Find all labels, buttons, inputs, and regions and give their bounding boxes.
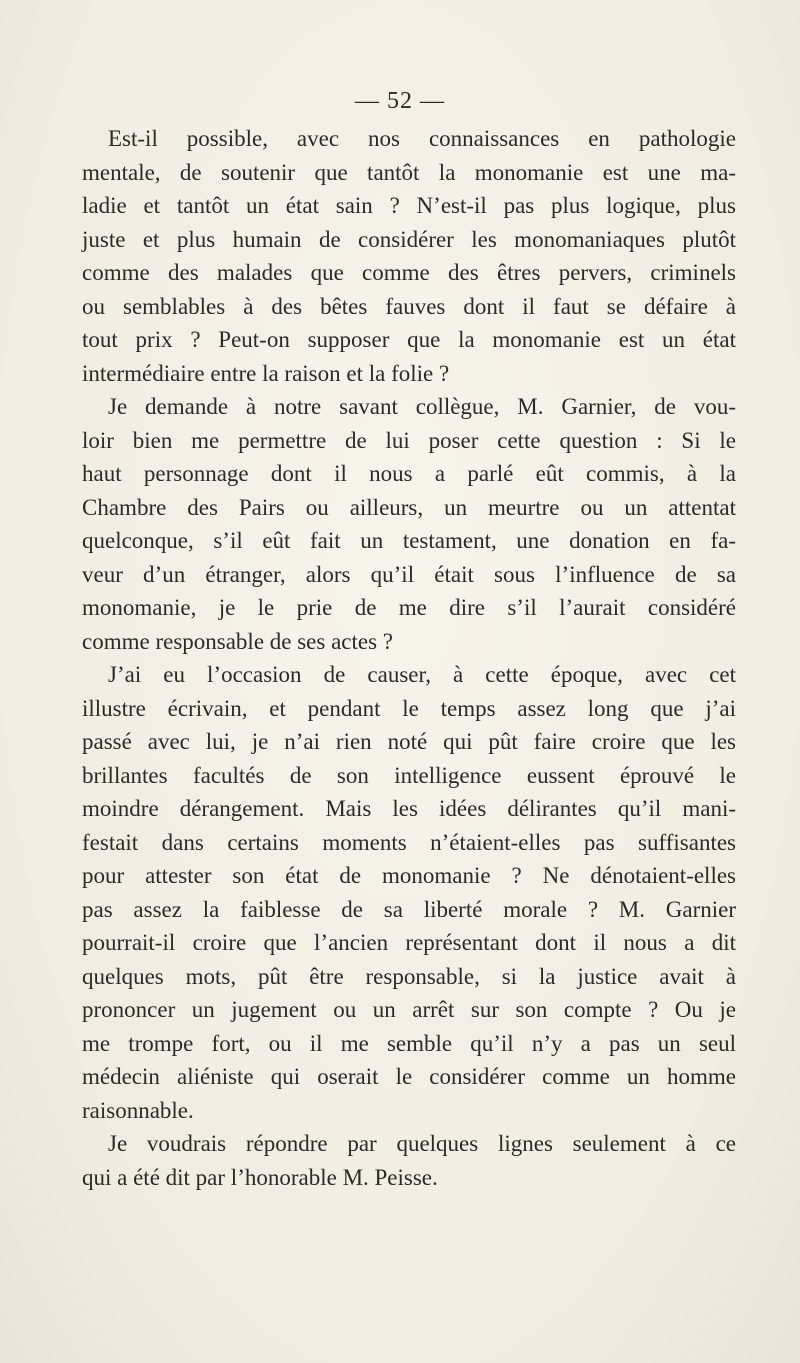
text-line: haut personnage dont il nous a parlé eût commis, à la — [82, 461, 736, 486]
text-line: veur d’un étranger, alors qu’il était sous l’influence de sa — [82, 561, 736, 587]
text-line: Je demande à notre savant collègue, M. Garnier, de vou- — [108, 394, 736, 419]
text-line: passé avec lui, je n’ai rien noté qui pût faire croire que les — [82, 729, 736, 754]
text-line: Je voudrais répondre par quelques lignes seulement à ce — [108, 1131, 736, 1156]
text-line: pour attester son état de monomanie ? Ne dénotaient-elles — [82, 863, 736, 888]
text-line: ladie et tantôt un état sain ? N’est-il pas plus logique, plus — [82, 193, 736, 218]
text-line: intermédiaire entre la raison et la folie ? — [82, 360, 450, 386]
paragraph — [82, 122, 736, 390]
text-line: illustre écrivain, et pendant le temps assez long que j’ai — [82, 695, 736, 721]
text-line: quelques mots, pût être responsable, si la justice avait à — [82, 963, 736, 989]
text-line: mentale, de soutenir que tantôt la monomanie est une ma- — [82, 159, 736, 185]
text-line: juste et plus humain de considérer les monomaniaques plutôt — [82, 226, 736, 252]
text-line: Chambre des Pairs ou ailleurs, un meurtre ou un attentat — [82, 494, 736, 520]
text-line: médecin aliéniste qui oserait le considérer comme un homme — [82, 1064, 736, 1089]
text-line: comme des malades que comme des êtres pervers, criminels — [82, 260, 736, 285]
text-line: qui a été dit par l’honorable M. Peisse. — [82, 1164, 438, 1190]
body-text — [82, 122, 736, 1194]
text-line: tout prix ? Peut-on supposer que la monomanie est un état — [82, 327, 736, 352]
paragraph — [82, 390, 736, 658]
text-line: festait dans certains moments n’étaient-elles pas suffisantes — [82, 829, 736, 855]
text-line: Est-il possible, avec nos connaissances en pathologie — [108, 126, 736, 151]
text-line: moindre dérangement. Mais les idées délirantes qu’il mani- — [82, 796, 736, 821]
text-line: pas assez la faiblesse de sa liberté morale ? M. Garnier — [82, 896, 736, 922]
text-line: J’ai eu l’occasion de causer, à cette époque, avec cet — [108, 662, 736, 687]
text-line: quelconque, s’il eût fait un testament, une donation en fa- — [82, 528, 736, 553]
text-line: prononcer un jugement ou un arrêt sur son compte ? Ou je — [82, 997, 736, 1022]
paragraph — [82, 1127, 736, 1194]
page-number: — 52 — — [355, 88, 445, 114]
text-line: loir bien me permettre de lui poser cette question : Si le — [82, 427, 736, 453]
text-line: raisonnable. — [82, 1097, 194, 1123]
text-line: brillantes facultés de son intelligence eussent éprouvé le — [82, 762, 736, 788]
text-line: ou semblables à des bêtes fauves dont il faut se défaire à — [82, 293, 736, 319]
text-line: pourrait-il croire que l’ancien représentant dont il nous a dit — [82, 930, 736, 955]
text-line: monomanie, je le prie de me dire s’il l’aurait considéré — [82, 595, 736, 620]
paragraph — [82, 658, 736, 1127]
text-line: comme responsable de ses actes ? — [82, 628, 394, 654]
text-line: me trompe fort, ou il me semble qu’il n’y a pas un seul — [82, 1030, 736, 1056]
